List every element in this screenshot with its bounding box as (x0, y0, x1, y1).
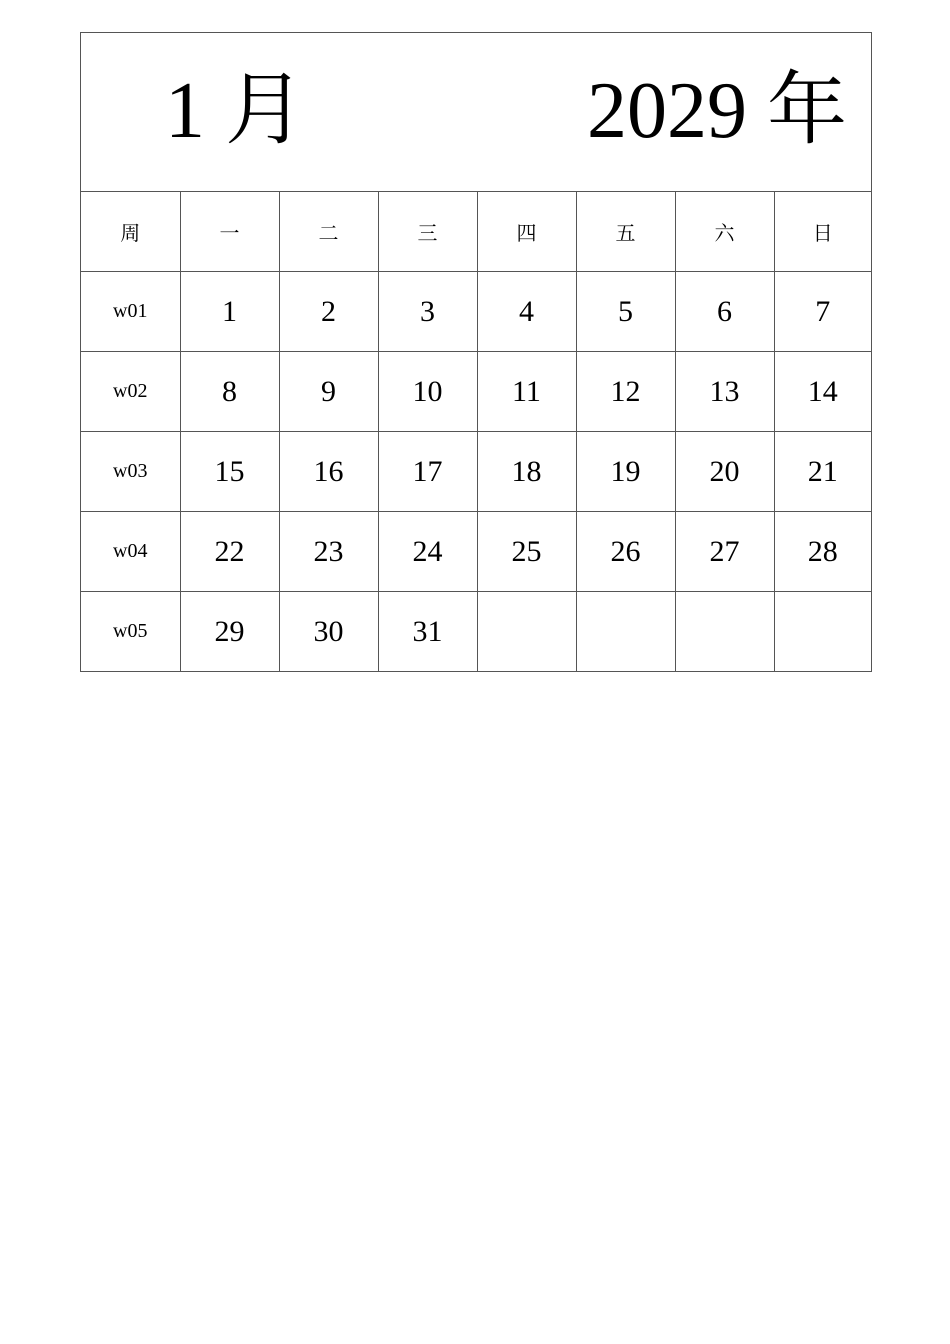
day-cell: 8 (180, 352, 279, 432)
day-cell: 3 (378, 272, 477, 352)
week-row (81, 432, 871, 512)
weekday-header-sun: 日 (774, 192, 871, 272)
week-column-header: 周 (81, 192, 180, 272)
weekday-header-tue: 二 (279, 192, 378, 272)
weekday-header-row (81, 192, 871, 272)
week-row (81, 352, 871, 432)
year-title: 2029 年 (587, 67, 847, 155)
day-cell: 13 (675, 352, 774, 432)
day-cell (477, 592, 576, 672)
day-cell: 29 (180, 592, 279, 672)
weekday-header-mon: 一 (180, 192, 279, 272)
day-cell: 9 (279, 352, 378, 432)
day-cell: 30 (279, 592, 378, 672)
day-cell: 25 (477, 512, 576, 592)
week-number: w02 (81, 352, 180, 432)
week-number: w05 (81, 592, 180, 672)
day-cell: 26 (576, 512, 675, 592)
weekday-header-sat: 六 (675, 192, 774, 272)
day-cell: 20 (675, 432, 774, 512)
day-cell: 11 (477, 352, 576, 432)
week-row (81, 592, 871, 672)
day-cell: 16 (279, 432, 378, 512)
day-cell: 15 (180, 432, 279, 512)
day-cell: 5 (576, 272, 675, 352)
day-cell: 17 (378, 432, 477, 512)
day-cell: 21 (774, 432, 871, 512)
week-number: w01 (81, 272, 180, 352)
day-cell: 10 (378, 352, 477, 432)
calendar (80, 32, 872, 672)
calendar-header (81, 33, 871, 192)
weekday-header-fri: 五 (576, 192, 675, 272)
day-cell: 19 (576, 432, 675, 512)
day-cell: 12 (576, 352, 675, 432)
calendar-grid (81, 192, 871, 671)
week-number: w04 (81, 512, 180, 592)
day-cell: 23 (279, 512, 378, 592)
day-cell: 4 (477, 272, 576, 352)
day-cell: 7 (774, 272, 871, 352)
weekday-header-thu: 四 (477, 192, 576, 272)
week-row (81, 512, 871, 592)
month-title: 1 月 (165, 67, 305, 155)
day-cell: 28 (774, 512, 871, 592)
day-cell: 6 (675, 272, 774, 352)
day-cell (675, 592, 774, 672)
week-row (81, 272, 871, 352)
day-cell (576, 592, 675, 672)
day-cell: 2 (279, 272, 378, 352)
day-cell: 31 (378, 592, 477, 672)
week-number: w03 (81, 432, 180, 512)
day-cell: 18 (477, 432, 576, 512)
day-cell (774, 592, 871, 672)
day-cell: 22 (180, 512, 279, 592)
day-cell: 1 (180, 272, 279, 352)
day-cell: 27 (675, 512, 774, 592)
day-cell: 24 (378, 512, 477, 592)
day-cell: 14 (774, 352, 871, 432)
weekday-header-wed: 三 (378, 192, 477, 272)
